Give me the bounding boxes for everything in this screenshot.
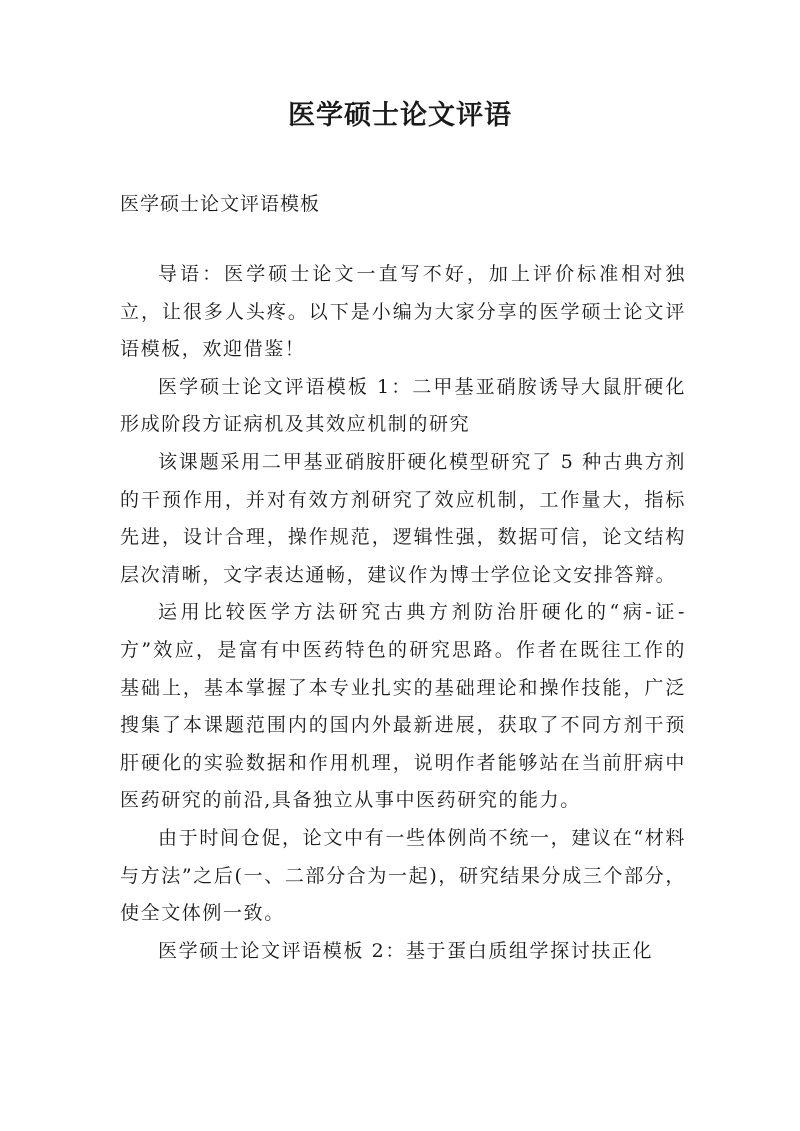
paragraph-template-1-review: 该课题采用二甲基亚硝胺肝硬化模型研究了 5 种古典方剂的干预作用，并对有效方剂研究了效应机制，工作量大，指标先进，设计合理，操作规范，逻辑性强，数据可信，论文结构层次清晰，文字表达通畅，建议作为博士学位论文安排答辩。: [120, 450, 686, 586]
paragraph-template-2-heading: 医学硕士论文评语模板 2：基于蛋白质组学探讨扶正化: [158, 939, 654, 962]
paragraph-template-1-suggestion: 由于时间仓促，论文中有一些体例尚不统一，建议在“材料与方法”之后(一、二部分合为一起)，研究结果分成三个部分，使全文体例一致。: [120, 826, 686, 925]
document-body: [120, 256, 686, 970]
page-title: 医学硕士论文评语: [288, 100, 512, 131]
page-subtitle: 医学硕士论文评语模板: [120, 193, 321, 215]
paragraph-template-1-heading: 医学硕士论文评语模板 1：二甲基亚硝胺诱导大鼠肝硬化形成阶段方证病机及其效应机制的研究: [120, 375, 686, 436]
paragraph-template-1-evaluation: 运用比较医学方法研究古典方剂防治肝硬化的“病-证-方”效应，是富有中医药特色的研究思路。作者在既往工作的基础上，基本掌握了本专业扎实的基础理论和操作技能，广泛搜集了本课题范围内的国内外最新进展，获取了不同方剂干预肝硬化的实验数据和作用机理，说明作者能够站在当前肝病中医药研究的前沿,具备独立从事中医药研究的能力。: [120, 601, 686, 812]
paragraph-intro: 导语：医学硕士论文一直写不好，加上评价标准相对独立，让很多人头疼。以下是小编为大家分享的医学硕士论文评语模板，欢迎借鉴！: [120, 263, 686, 361]
